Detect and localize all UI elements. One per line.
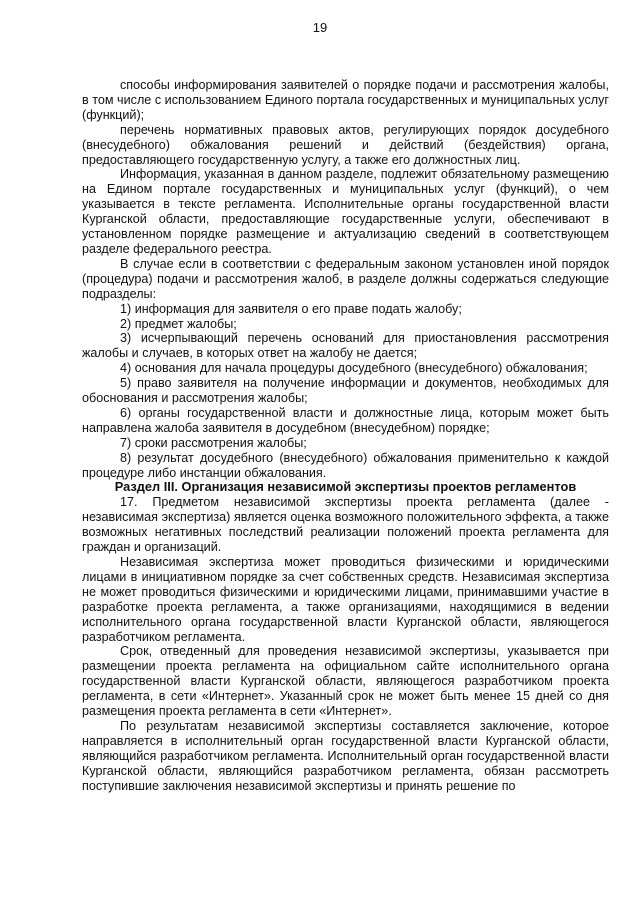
section-heading: Раздел III. Организация независимой экспертизы проектов регламентов (114, 479, 577, 495)
paragraph: Срок, отведенный для проведения независимой экспертизы, указывается при размещении проекта регламента на официальном сайте исполнительного органа государственной власти Курганской области, являющегося разработчиком проекта регламента, в сети «Интернет». Указанный срок не может быть менее 15 дней со дня размещения проекта регламента в сети «Интернет». (82, 644, 609, 719)
paragraph: 17. Предметом независимой экспертизы проекта регламента (далее - независимая экспертиза) является оценка возможного положительного эффекта, а также возможных негативных последствий реализации положений проекта регламента для граждан и организаций. (82, 495, 609, 555)
paragraph: По результатам независимой экспертизы составляется заключение, которое направляется в исполнительный орган государственной власти Курганской области, являющийся разработчиком регламента. Исполнительный орган государственной власти Курганской области, являющийся разработчиком регламента, обязан рассмотреть поступившие заключения независимой экспертизы и принять решение по (82, 718, 609, 793)
list-item: 3) исчерпывающий перечень оснований для приостановления рассмотрения жалобы и случаев, в которых ответ на жалобу не дается; (82, 331, 609, 361)
paragraph: способы информирования заявителей о порядке подачи и рассмотрения жалобы, в том числе с использованием Единого портала государственных и муниципальных услуг (функций); (82, 78, 609, 122)
list-item: 6) органы государственной власти и должностные лица, которым может быть направлена жалоба заявителя в досудебном (внесудебном) порядке; (82, 405, 609, 435)
paragraph: Независимая экспертиза может проводиться физическими и юридическими лицами в инициативном порядке за счет собственных средств. Независимая экспертиза не может проводиться физическими и юридическими лицами, принимавшими участие в разработке проекта регламента, а также организациями, находящимися в ведении исполнительного органа государственной власти Курганской области, являющегося разработчиком регламента. (82, 555, 609, 644)
list-item: 1) информация для заявителя о его праве подать жалобу; (120, 301, 462, 316)
list-item: 8) результат досудебного (внесудебного) обжалования применительно к каждой процедуре либо инстанции обжалования. (82, 450, 609, 480)
list-item: 4) основания для начала процедуры досудебного (внесудебного) обжалования; (120, 361, 588, 376)
list-item: 5) право заявителя на получение информации и документов, необходимых для обоснования и рассмотрения жалобы; (82, 376, 609, 406)
paragraph: В случае если в соответствии с федеральным законом установлен иной порядок (процедура) подачи и рассмотрения жалоб, в разделе должны содержаться следующие подразделы: (82, 256, 609, 301)
paragraph: Информация, указанная в данном разделе, подлежит обязательному размещению на Едином портале государственных и муниципальных услуг (функций), о чем указывается в тексте регламента. Исполнительные органы государственной власти Курганской области, предоставляющие государственные услуги, обеспечивают в установленном порядке размещение и актуализацию сведений в соответствующем разделе федерального реестра. (82, 167, 609, 256)
paragraph: перечень нормативных правовых актов, регулирующих порядок досудебного (внесудебного) обжалования решений и действий (бездействия) органа, предоставляющего государственную услугу, а также его должностных лиц. (82, 122, 609, 167)
page-number: 19 (312, 20, 328, 35)
list-item: 7) сроки рассмотрения жалобы; (120, 435, 307, 450)
document-body (82, 78, 609, 794)
list-item: 2) предмет жалобы; (120, 316, 237, 331)
